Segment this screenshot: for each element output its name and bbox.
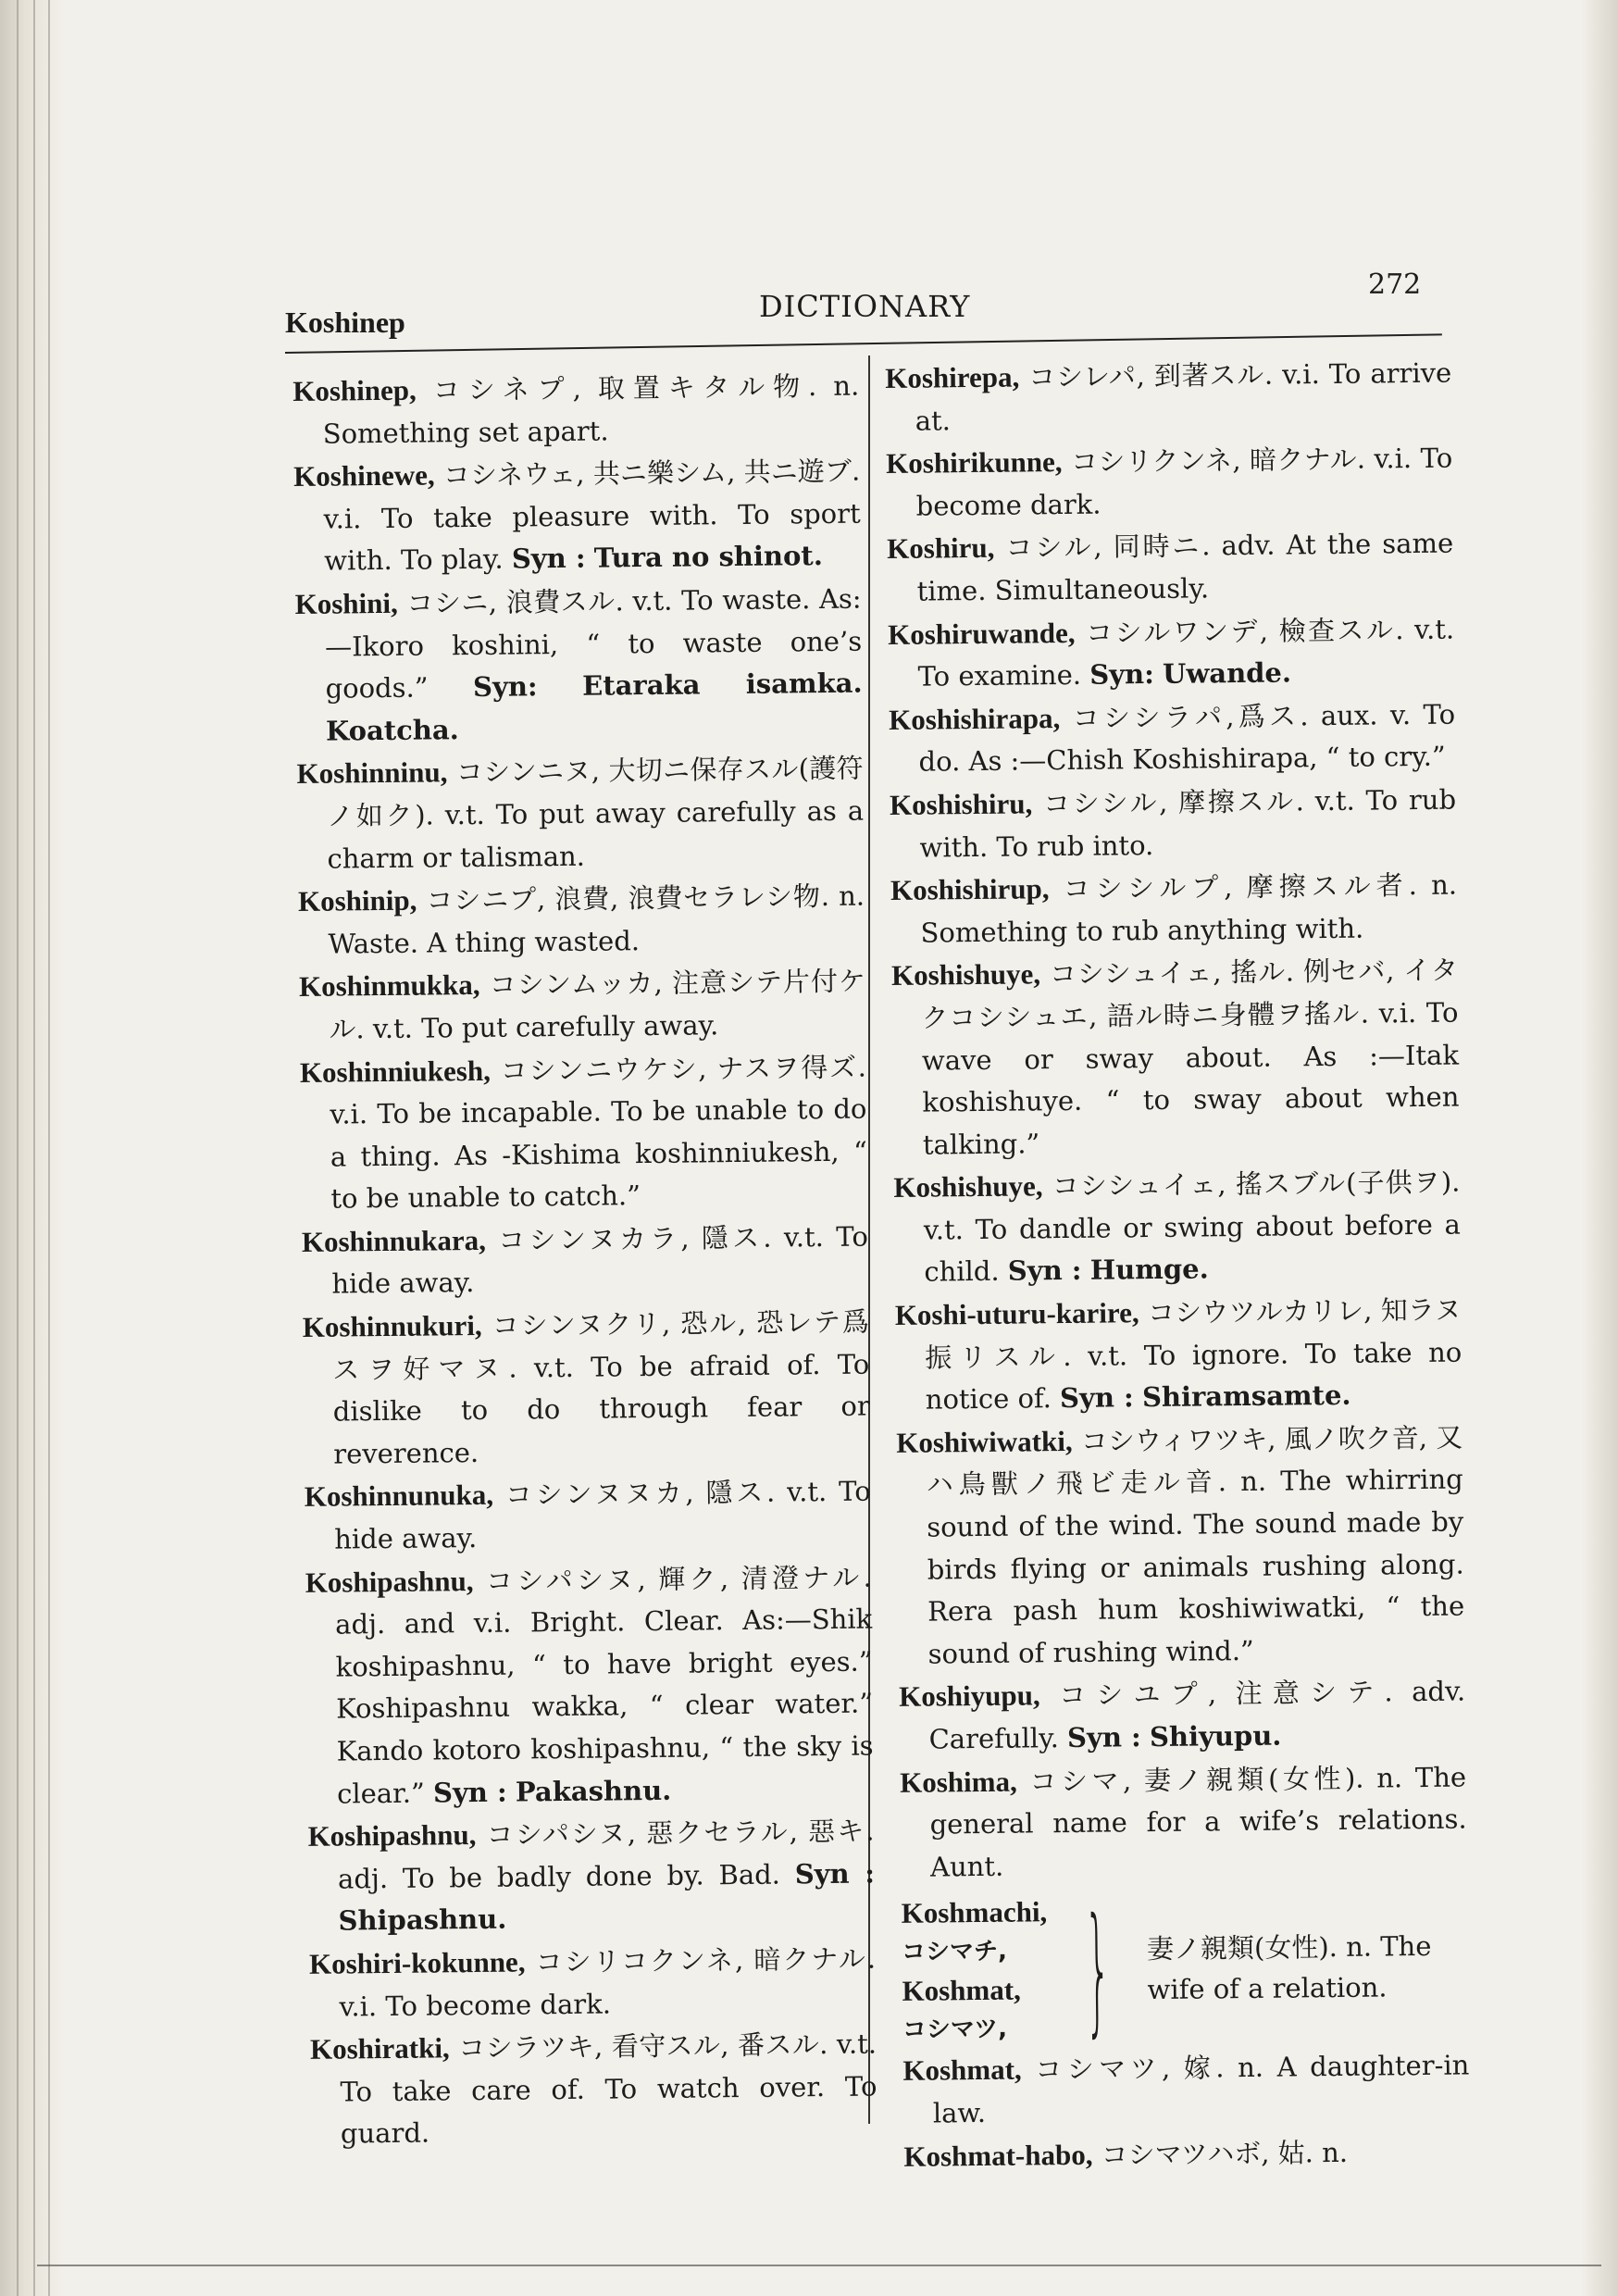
entry-body: コシルワンデ, 檢查スル. v.t. To examine. [917, 613, 1455, 693]
page-number: 272 [1368, 268, 1422, 301]
synonym: Humge. [1089, 1253, 1209, 1287]
entry-headword: Koshinewe, [293, 458, 435, 493]
entry-body: コシラツキ, 看守スル, 番スル. v.t. To take care of. To watch over. To guard. [340, 2028, 877, 2150]
entry-body: コシリコクンネ, 暗クナル. v.i. To become dark. [339, 1942, 877, 2023]
entry-headword: Koshiyupu, [898, 1678, 1040, 1714]
header-rule [285, 333, 1442, 354]
section-title: DICTIONARY [759, 289, 971, 324]
entry-body: コシマツ, 嫁. n. A daughter-in law. [932, 2049, 1470, 2129]
entry-body: コシンニヌ, 大切ニ保存スル(護符ノ如ク). v.t. To put away carefully as a charm or talisman. [326, 752, 865, 875]
entry-headword: Koshiwiwatki, [896, 1424, 1073, 1459]
entry-headword: Koshirepa, [885, 360, 1020, 394]
dictionary-entry [893, 1161, 1461, 1294]
dictionary-entry [888, 607, 1455, 699]
right-column [885, 352, 1471, 2178]
dictionary-entry [899, 1670, 1466, 1762]
bracket-headword-kana: コシマツ, [902, 2015, 1008, 2045]
entry-headword: Koshinninu, [296, 755, 448, 791]
right-column-entries [885, 352, 1467, 1890]
dictionary-entry [895, 1289, 1462, 1422]
synonym: Tura no shinot. [593, 540, 823, 574]
entry-headword: Koshishirapa, [888, 701, 1061, 736]
dictionary-entry [305, 1470, 872, 1562]
entry-headword: Koshima, [899, 1765, 1017, 1799]
scan-left-edge [0, 0, 65, 2296]
entry-body: コシウィワツキ, 風ノ吹ク音, 又ハ鳥獸ノ飛ビ走ル音. n. The whirring sound of the wind. The sound made by birds flying or animals rushing along. Rera pash hum koshiwiwatki, “ the sound of rushing wind.” [926, 1421, 1465, 1670]
dictionary-entry [900, 1755, 1467, 1889]
running-head: Koshinep [285, 306, 405, 339]
dictionary-entry [889, 693, 1456, 784]
entry-body: コシリクンネ, 暗クナル. v.i. To become dark. [915, 442, 1453, 522]
synonym-label: Syn : [432, 1776, 507, 1809]
entry-body: コシウツルカリレ, 知ラヌ振リスル. v.t. To ignore. To take no notice of. [925, 1293, 1462, 1416]
synonym-label: Syn : [511, 543, 586, 575]
left-column [292, 365, 877, 2156]
bracket-headword-kana: コシマチ, [901, 1938, 1008, 1967]
brace-icon: } [1083, 1889, 1112, 2052]
right-column-tail-entries [902, 2044, 1470, 2178]
entry-headword: Koshishirup, [890, 872, 1050, 907]
dictionary-entry [293, 450, 861, 583]
dictionary-entry [299, 960, 866, 1052]
dictionary-entry [885, 352, 1452, 443]
dictionary-entry [296, 747, 864, 880]
entry-body: コシパシヌ, 惡クセラル, 惡キ. adj. To be badly done by. Bad. [337, 1815, 875, 1895]
dictionary-entry [300, 1045, 868, 1221]
entry-headword: Koshiri-kokunne, [308, 1945, 526, 1980]
dictionary-entry [891, 949, 1460, 1167]
entry-headword: Koshirikunne, [886, 445, 1063, 480]
bracket-definition: 妻ノ親類(女性). n. The wife of a relation. [1146, 1930, 1432, 2006]
dictionary-entry [896, 1416, 1465, 1676]
dictionary-entry [903, 2129, 1470, 2178]
dictionary-entry [303, 1301, 871, 1477]
entry-headword: Koshiratki, [309, 2031, 450, 2066]
synonym: Pakashnu. [515, 1774, 672, 1808]
synonym-label: Syn: [1089, 658, 1155, 691]
bracket-entry [901, 1883, 1469, 2050]
entry-body: コシニプ, 浪費, 浪費セラレシ物. n. Waste. A thing wasted. [328, 880, 865, 960]
entry-body: コシマ, 妻ノ親類(女性). n. The general name for a wife’s relations. Aunt. [929, 1761, 1467, 1883]
scan-right-edge [1581, 0, 1618, 2296]
entry-body: コシユプ, 注意シテ. adv. Carefully. [928, 1675, 1466, 1755]
entry-headword: Koshinep, [292, 373, 417, 407]
dictionary-entry [890, 864, 1458, 955]
bracket-headword: Koshmat, [902, 1973, 1021, 2008]
entry-headword: Koshipashnu, [305, 1564, 474, 1599]
entry-body: コシンムッカ, 注意シテ片付ケル. v.t. To put carefully away. [329, 965, 866, 1045]
entry-headword: Koshipashnu, [307, 1818, 477, 1853]
entry-headword: Koshinniukesh, [299, 1054, 492, 1089]
synonym-label: Syn : [794, 1857, 876, 1890]
dictionary-entry [298, 875, 865, 967]
entry-body: コシンヌクリ, 恐ル, 恐レテ爲スヲ好マヌ. v.t. To be afraid of. To dislike to do through fear or reverence. [332, 1305, 870, 1470]
dictionary-entry [292, 365, 860, 456]
entry-body: コシル, 同時ニ. adv. At the same time. Simultaneously. [916, 527, 1454, 607]
synonym: Uwande. [1162, 656, 1292, 691]
dictionary-entry [302, 1215, 869, 1306]
entry-headword: Koshinnunuka, [304, 1479, 494, 1514]
entry-body: コシシュイェ, 搖ル. 例セバ, イタクコシシュエ, 語ル時ニ身體ヲ搖ル. v.i. To wave or sway about. As :—Itak koshishuye. “ to sway about when talking.” [921, 954, 1460, 1161]
bottom-rule [37, 2265, 1601, 2266]
entry-headword: Koshmat, [902, 2053, 1022, 2088]
synonym-label: Syn : [1066, 1721, 1141, 1754]
entry-body: コシンニウケシ, ナスヲ得ズ. v.i. To be incapable. To be unable to do a thing. As -Kishima koshinniukesh, “ to be unable to catch.” [330, 1051, 868, 1215]
bracket-headword: Koshmachi, [901, 1895, 1048, 1930]
entry-headword: Koshishuye, [893, 1169, 1043, 1204]
entry-headword: Koshinmukka, [298, 968, 480, 1004]
entry-headword: Koshishiru, [889, 787, 1033, 821]
synonym-label: Syn: [472, 670, 538, 704]
entry-headword: Koshi-uturu-karire, [894, 1296, 1139, 1332]
dictionary-entry [310, 2023, 877, 2156]
entry-headword: Koshinnukara, [301, 1223, 487, 1258]
bracket-headwords [901, 1893, 1048, 2051]
dictionary-entry [890, 779, 1457, 870]
dictionary-entry [902, 2044, 1470, 2136]
entry-headword: Koshiru, [886, 531, 995, 566]
entry-headword: Koshmat-habo, [903, 2138, 1093, 2173]
synonym: Etaraka isamka. Koatcha. [325, 667, 863, 747]
entry-headword: Koshinip, [297, 883, 417, 918]
dictionary-entry [887, 522, 1454, 614]
entry-body: コシネウェ, 共ニ樂シム, 共ニ遊ブ. v.i. To take pleasure with. To sport with. To play. [323, 455, 861, 578]
entry-body: コシニ, 浪費スル. v.t. To waste. As:—Ikoro koshini, “ to waste one’s goods.” [324, 582, 863, 705]
synonym: Shipashnu. [338, 1903, 507, 1937]
entry-body: コシパシヌ, 輝ク, 清澄ナル. adj. and v.i. Bright. Clear. As:—Shik koshipashnu, “ to have bright eyes.” Koshipashnu wakka, “ clear water.” Kando kotoro koshipashnu, “ the sky is clear.” [335, 1561, 874, 1810]
entry-headword: Koshinnukuri, [302, 1308, 482, 1344]
entry-headword: Koshishuye, [890, 957, 1041, 992]
entry-body: コシレパ, 到著スル. v.i. To arrive at. [915, 356, 1452, 437]
dictionary-entry [307, 1810, 875, 1943]
entry-headword: Koshiruwande, [887, 616, 1076, 651]
entry-body: コシシル, 摩擦スル. v.t. To rub with. To rub into. [919, 783, 1457, 864]
entry-body: コシマツハボ, 姑. n. [1101, 2136, 1349, 2171]
dictionary-entry [886, 437, 1453, 529]
synonym-label: Syn : [1059, 1381, 1134, 1415]
entry-body: コシネプ, 取置キタル物. n. Something set apart. [322, 369, 860, 450]
synonym: Shiramsamte. [1141, 1379, 1351, 1414]
entry-body: コシシュイェ, 搖スブル(子供ヲ). v.t. To dandle or swing about before a child. [923, 1166, 1462, 1289]
synonym: Shiyupu. [1149, 1719, 1282, 1753]
entry-body: コシシラパ,爲ス. aux. v. To do. As :—Chish Koshishirapa, “ to cry.” [918, 698, 1456, 778]
entry-body: コシンヌヌカ, 隱ス. v.t. To hide away. [334, 1475, 871, 1555]
dictionary-entry [309, 1937, 877, 2028]
synonym-label: Syn : [1007, 1254, 1082, 1288]
entry-body: コシンヌカラ, 隱ス. v.t. To hide away. [331, 1220, 869, 1301]
entry-headword: Koshini, [294, 586, 398, 620]
entry-body: コシシルプ, 摩擦スル者. n. Something to rub anything with. [920, 868, 1458, 949]
dictionary-entry [294, 578, 863, 754]
dictionary-entry [305, 1555, 874, 1816]
